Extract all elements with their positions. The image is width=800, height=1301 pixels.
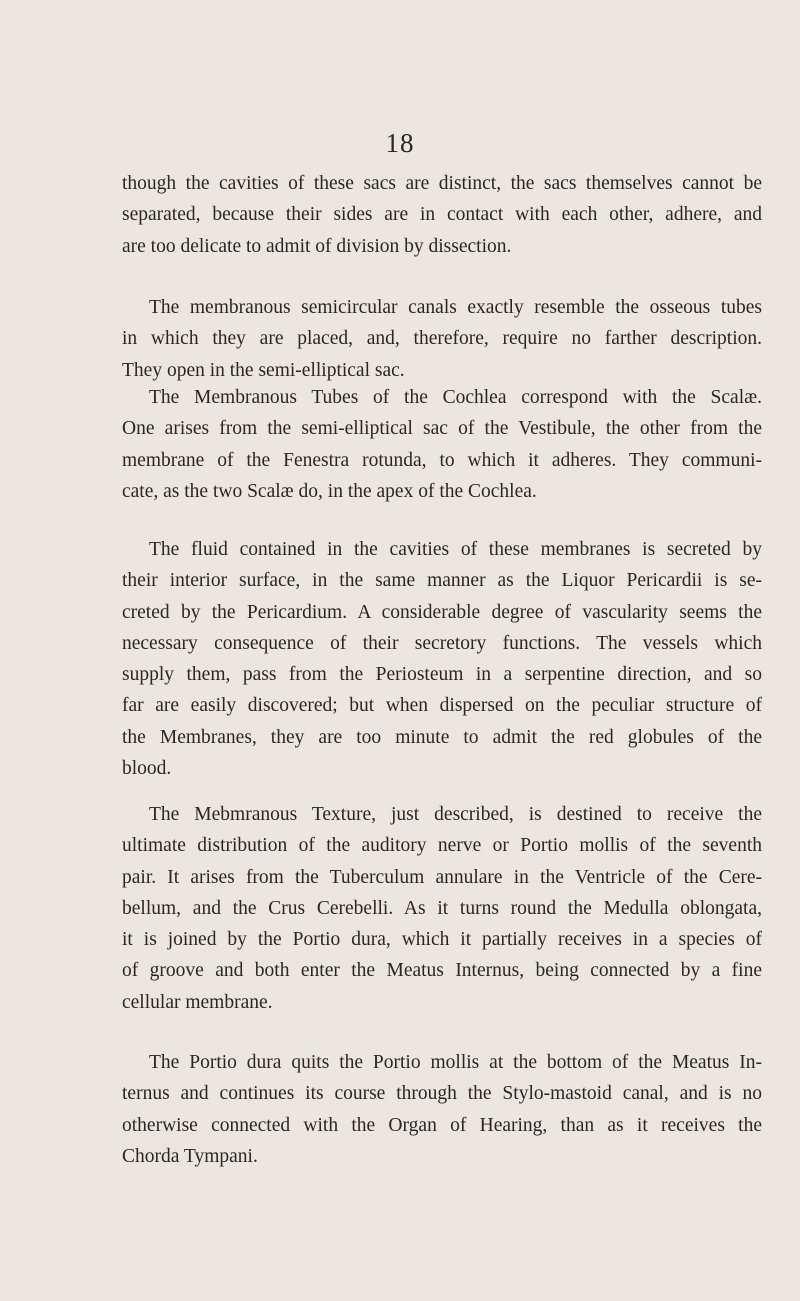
paragraph-6 [122, 1047, 762, 1172]
paragraph-4 [122, 534, 762, 784]
paragraph-line: their interior surface, in the same manner as the Liquor Pericardii is se- [122, 570, 762, 592]
paragraph-line: The fluid contained in the cavities of these membranes is secreted by [149, 539, 762, 560]
paragraph-line: creted by the Pericardium. A considerable degree of vascularity seems the [122, 601, 762, 623]
paragraph-line: separated, because their sides are in contact with each other, adhere, and [122, 204, 762, 226]
paragraph-line: of groove and both enter the Meatus Internus, being connected by a fine [122, 960, 762, 982]
paragraph-line: ternus and continues its course through the Stylo-mastoid canal, and is no [122, 1083, 762, 1105]
paragraph-line: bellum, and the Crus Cerebelli. As it turns round the Medulla oblongata, [122, 897, 762, 919]
paragraph-line: far are easily discovered; but when dispersed on the peculiar structure of [122, 695, 762, 717]
paragraph-line: in which they are placed, and, therefore, require no farther description. [122, 328, 762, 350]
paragraph-3 [122, 382, 762, 507]
paragraph-line: The membranous semicircular canals exactly resemble the osseous tubes [149, 297, 762, 318]
paragraph-line: cellular membrane. [122, 991, 273, 1013]
paragraph-line: necessary consequence of their secretory functions. The vessels which [122, 632, 762, 654]
paragraph-1 [122, 168, 762, 262]
paragraph-line: One arises from the semi-elliptical sac of the Vestibule, the other from the [122, 418, 762, 440]
paragraph-line: blood. [122, 758, 172, 780]
paragraph-line: Chorda Tympani. [122, 1145, 258, 1167]
paragraph-line: though the cavities of these sacs are distinct, the sacs themselves cannot be [122, 173, 762, 194]
paragraph-2 [122, 292, 762, 386]
paragraph-line: supply them, pass from the Periosteum in a serpentine direction, and so [122, 664, 762, 686]
paragraph-line: cate, as the two Scalæ do, in the apex of the Cochlea. [122, 480, 537, 502]
paragraph-line: The Membranous Tubes of the Cochlea correspond with the Scalæ. [149, 387, 762, 408]
paragraph-line: membrane of the Fenestra rotunda, to which it adheres. They communi- [122, 449, 762, 471]
paragraph-line: The Portio dura quits the Portio mollis at the bottom of the Meatus In- [149, 1052, 762, 1073]
paragraph-line: The Mebmranous Texture, just described, is destined to receive the [149, 804, 762, 825]
paragraph-line: ultimate distribution of the auditory nerve or Portio mollis of the seventh [122, 835, 762, 857]
paragraph-line: it is joined by the Portio dura, which it partially receives in a species of [122, 929, 762, 951]
paragraph-5 [122, 799, 762, 1018]
paragraph-line: the Membranes, they are too minute to admit the red globules of the [122, 726, 762, 748]
paragraph-line: pair. It arises from the Tuberculum annulare in the Ventricle of the Cere- [122, 866, 762, 888]
paragraph-line: otherwise connected with the Organ of Hearing, than as it receives the [122, 1114, 762, 1136]
paragraph-line: are too delicate to admit of division by dissection. [122, 235, 512, 257]
page-number: 18 [385, 128, 415, 158]
paragraph-line: They open in the semi-elliptical sac. [122, 359, 405, 381]
